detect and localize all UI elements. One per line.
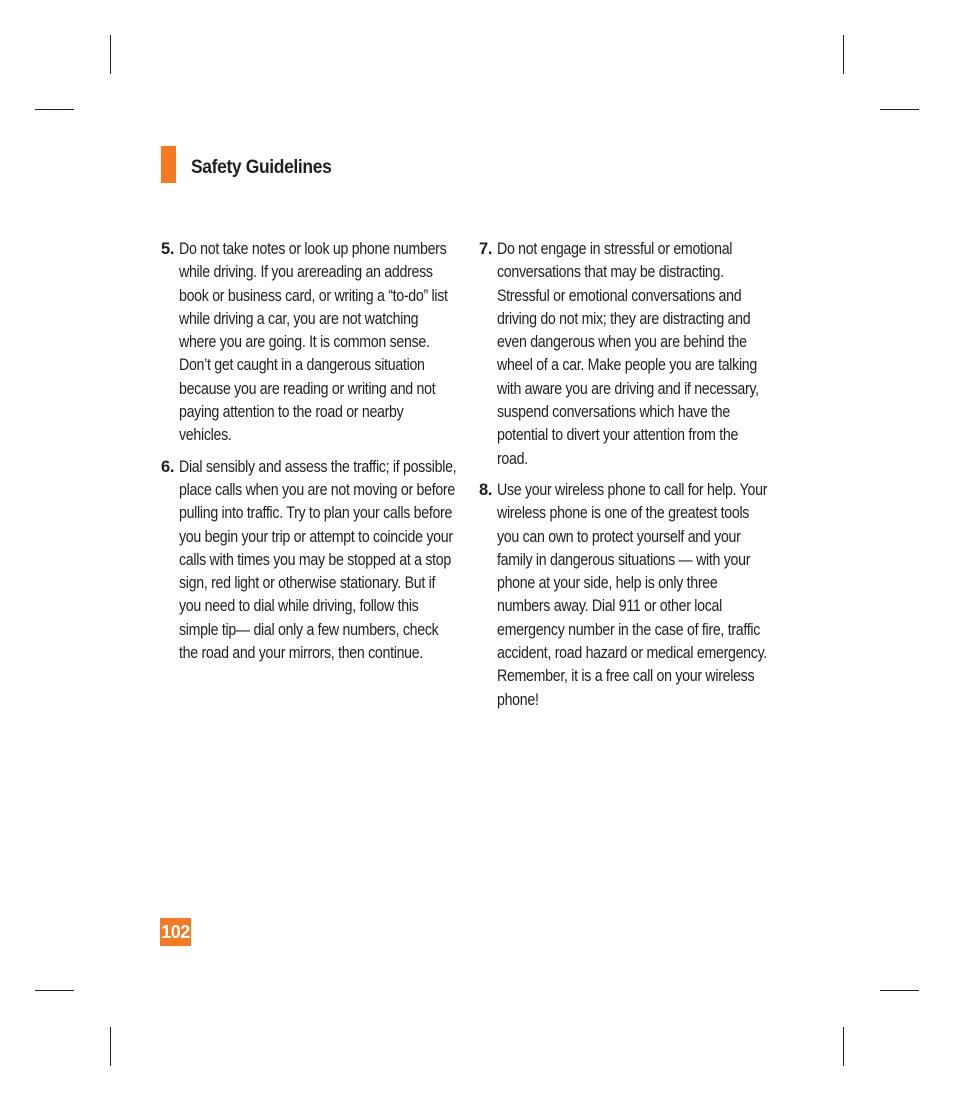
page-number: 102 [160, 918, 191, 946]
crop-mark [35, 990, 74, 991]
list-item [479, 238, 769, 471]
crop-mark [843, 1027, 844, 1066]
list-item [161, 456, 461, 666]
left-column [161, 238, 461, 673]
item-text: Do not engage in stressful or emotional conversations that may be distracting. Stressful or emotional conversations and driving do not mix; they are distracting and even dangerous when you are behind the wheel of a car. Make people you are talking with aware you are driving and if necessary, suspend conversations which have the potential to divert your attention from the road. [497, 240, 759, 468]
item-number: 8. [479, 480, 493, 499]
item-number: 7. [479, 240, 493, 258]
crop-mark [843, 35, 844, 74]
list-item [161, 238, 461, 448]
crop-mark [880, 109, 919, 110]
item-number: 5. [161, 240, 175, 258]
section-title: Safety Guidelines [191, 157, 332, 178]
crop-mark [35, 109, 74, 110]
right-column [479, 238, 769, 720]
crop-mark [880, 990, 919, 991]
list-item [479, 479, 769, 712]
item-text: Do not take notes or look up phone numbers while driving. If you arereading an address book or business card, or writing a “to-do” list while driving a car, you are not watching where you are going. It is common sense. Don’t get caught in a dangerous situation because you are reading or writing and not paying attention to the road or nearby vehicles. [179, 240, 448, 445]
section-marker [161, 146, 176, 183]
crop-mark [110, 1027, 111, 1066]
crop-mark [110, 35, 111, 74]
item-text: Use your wireless phone to call for help. Your wireless phone is one of the greatest tools you can own to protect yourself and your family in dangerous situations — with your phone at your side, help is only three numbers away. Dial 911 or other local emergency number in the case of fire, traffic accident, road hazard or medical emergency. Remember, it is a free call on your wireless phone! [497, 480, 768, 709]
item-number: 6. [161, 457, 175, 476]
item-text: Dial sensibly and assess the traffic; if possible, place calls when you are not moving or before pulling into traffic. Try to plan your calls before you begin your trip or attempt to coincide your calls with times you may be stopped at a stop sign, red light or otherwise stationary. But if you need to dial while driving, follow this simple tip— dial only a few numbers, check the road and your mirrors, then continue. [179, 457, 457, 663]
